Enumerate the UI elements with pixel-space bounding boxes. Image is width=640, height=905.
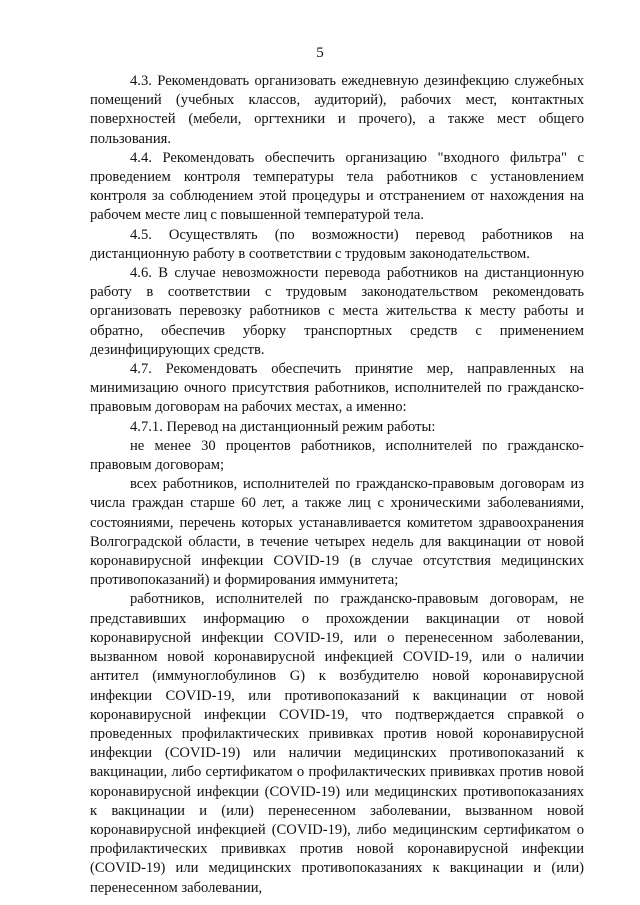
list-item-over-60: всех работников, исполнителей по гражданско-правовым договорам из числа граждан старше 60 лет, а также лиц с хроническими заболеваниями, состояниями, перечень которых устанавливается комитетом здравоохранения Волгоградской области, в течение четырех недель для вакцинации от новой коронавирусной инфекции COVID-19 (в случае отсутствия медицинских противопоказаний) и формирования иммунитета; <box>90 476 584 589</box>
paragraph-4-5: 4.5. Осуществлять (по возможности) перевод работников на дистанционную работу в соответствии с трудовым законодательством. <box>90 226 584 262</box>
document-body <box>90 72 584 898</box>
paragraph-4-3: 4.3. Рекомендовать организовать ежедневную дезинфекцию служебных помещений (учебных классов, аудиторий), рабочих мест, контактных поверхностей (мебели, оргтехники и прочего), а также мест общего пользования. <box>90 73 584 147</box>
list-item-no-vaccination-info: работников, исполнителей по гражданско-правовым договорам, не представивших информацию о прохождении вакцинации от новой коронавирусной инфекции COVID-19, или о перенесенном заболевании, вызванном новой коронавирусной инфекцией COVID-19, или о наличии антител (иммуноглобулинов G) к возбудителю новой коронавирусной инфекции COVID-19, или противопоказаний к вакцинации от новой коронавирусной инфекции COVID-19, что подтверждается справкой о проведенных профилактических прививках против новой коронавирусной инфекции (COVID-19) или наличии медицинских противопоказаний к вакцинации, либо сертификатом о профилактических прививках против новой коронавирусной инфекции (COVID-19) или медицинских противопоказаниях к вакцинации и (или) перенесенном заболевании, вызванном новой коронавирусной инфекцией (COVID-19), либо медицинским сертификатом о профилактических прививках против новой коронавирусной инфекции (COVID-19) или медицинских противопоказаниях к вакцинации и (или) перенесенном заболевании, <box>90 591 584 896</box>
paragraph-4-4: 4.4. Рекомендовать обеспечить организацию "входного фильтра" с проведением контроля температуры тела работников с установлением контроля за соблюдением этой процедуры и отстранением от нахождения на рабочем месте лиц с повышенной температурой тела. <box>90 149 584 224</box>
paragraph-4-7: 4.7. Рекомендовать обеспечить принятие мер, направленных на минимизацию очного присутствия работников, исполнителей по гражданско-правовым договорам на рабочих местах, а именно: <box>90 361 584 416</box>
page-number: 5 <box>316 45 324 61</box>
list-item-30-percent: не менее 30 процентов работников, исполнителей по гражданско-правовым договорам; <box>90 437 584 474</box>
paragraph-4-7-1: 4.7.1. Перевод на дистанционный режим работы: <box>130 418 436 435</box>
paragraph-4-6: 4.6. В случае невозможности перевода работников на дистанционную работу в соответствии с трудовым законодательством рекомендовать организовать перевозку работников с места жительства к месту работы и обратно, обеспечив уборку транспортных средств с применением дезинфицирующих средств. <box>90 265 584 358</box>
